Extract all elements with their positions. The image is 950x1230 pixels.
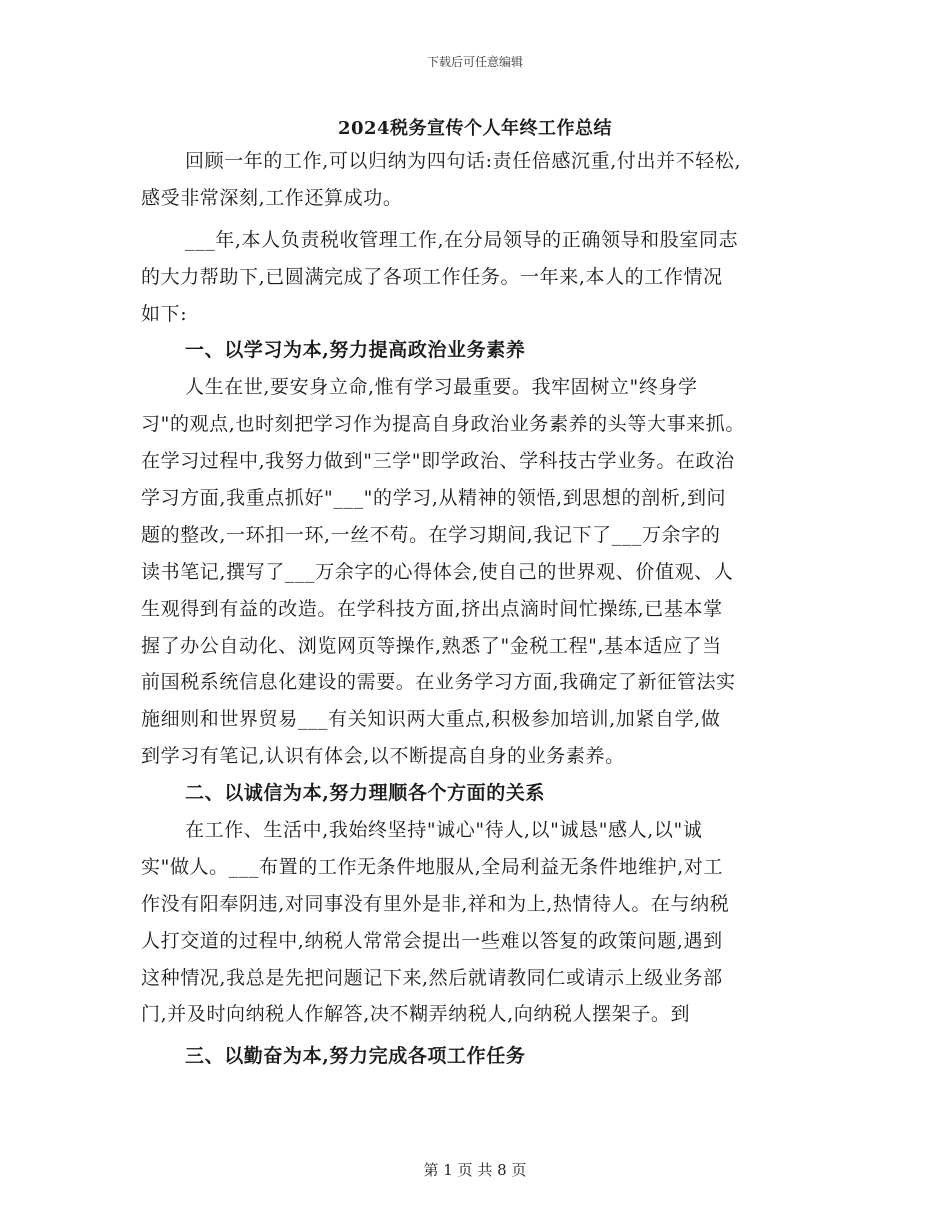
paragraph-line: 作没有阳奉阴违,对同事没有里外是非,祥和为上,热情待人。在与纳税 (141, 892, 730, 915)
paragraph-line: 人生在世,要安身立命,惟有学习最重要。我牢固树立"终身学 (185, 376, 698, 399)
paragraph-line: 回顾一年的工作,可以归纳为四句话:责任倍感沉重,付出并不轻松, (185, 150, 742, 172)
page-footer: 第 1 页 共 8 页 (423, 1161, 527, 1179)
paragraph-line: 到学习有笔记,认识有体会,以不断提高自身的业务素养。 (141, 745, 625, 768)
header-note: 下载后可任意编辑 (426, 55, 523, 69)
document-body (141, 143, 821, 1075)
paragraph-line: 前国税系统信息化建设的需要。在业务学习方面,我确定了新征管法实 (141, 671, 736, 694)
paragraph-line: 人打交道的过程中,纳税人常常会提出一些难以答复的政策问题,遇到 (141, 929, 723, 952)
paragraph-line: 在工作、生活中,我始终坚持"诚心"待人,以"诚恳"感人,以"诚 (185, 819, 703, 842)
paragraph-line: 题的整改,一环扣一环,一丝不苟。在学习期间,我记下了___万余字的 (141, 523, 721, 546)
paragraph-line: 感受非常深刻,工作还算成功。 (141, 186, 403, 209)
paragraph-line: 如下: (141, 302, 188, 325)
document-title: 2024税务宣传个人年终工作总结 (337, 118, 613, 139)
paragraph-line: 习"的观点,也时刻把学习作为提高自身政治业务素养的头等大事来抓。 (141, 413, 745, 436)
paragraph-line: 生观得到有益的改造。在学科技方面,挤出点滴时间忙操练,已基本掌 (141, 597, 723, 620)
paragraph-line: 的大力帮助下,已圆满完成了各项工作任务。一年来,本人的工作情况 (141, 265, 723, 288)
section-heading: 一、以学习为本,努力提高政治业务素养 (185, 339, 526, 362)
section-heading: 三、以勤奋为本,努力完成各项工作任务 (185, 1045, 526, 1068)
paragraph-line: 这种情况,我总是先把问题记下来,然后就请教同仁或请示上级业务部 (141, 966, 723, 989)
paragraph-line: 施细则和世界贸易___有关知识两大重点,积极参加培训,加紧自学,做 (141, 708, 721, 731)
paragraph-line: 实"做人。___布置的工作无条件地服从,全局利益无条件地维护,对工 (141, 855, 724, 878)
paragraph-line: ___年,本人负责税收管理工作,在分局领导的正确领导和股室同志 (185, 228, 739, 251)
paragraph-line: 学习方面,我重点抓好"___"的学习,从精神的领悟,到思想的剖析,到问 (141, 487, 727, 510)
paragraph-line: 在学习过程中,我努力做到"三学"即学政治、学科技古学业务。在政治 (141, 450, 735, 473)
paragraph-line: 读书笔记,撰写了___万余字的心得体会,使自己的世界观、价值观、人 (141, 560, 734, 583)
section-heading: 二、以诚信为本,努力理顺各个方面的关系 (185, 782, 546, 805)
paragraph-line: 门,并及时向纳税人作解答,决不糊弄纳税人,向纳税人摆架子。到 (141, 1003, 691, 1026)
paragraph-line: 握了办公自动化、浏览网页等操作,熟悉了"金税工程",基本适应了当 (141, 634, 722, 657)
